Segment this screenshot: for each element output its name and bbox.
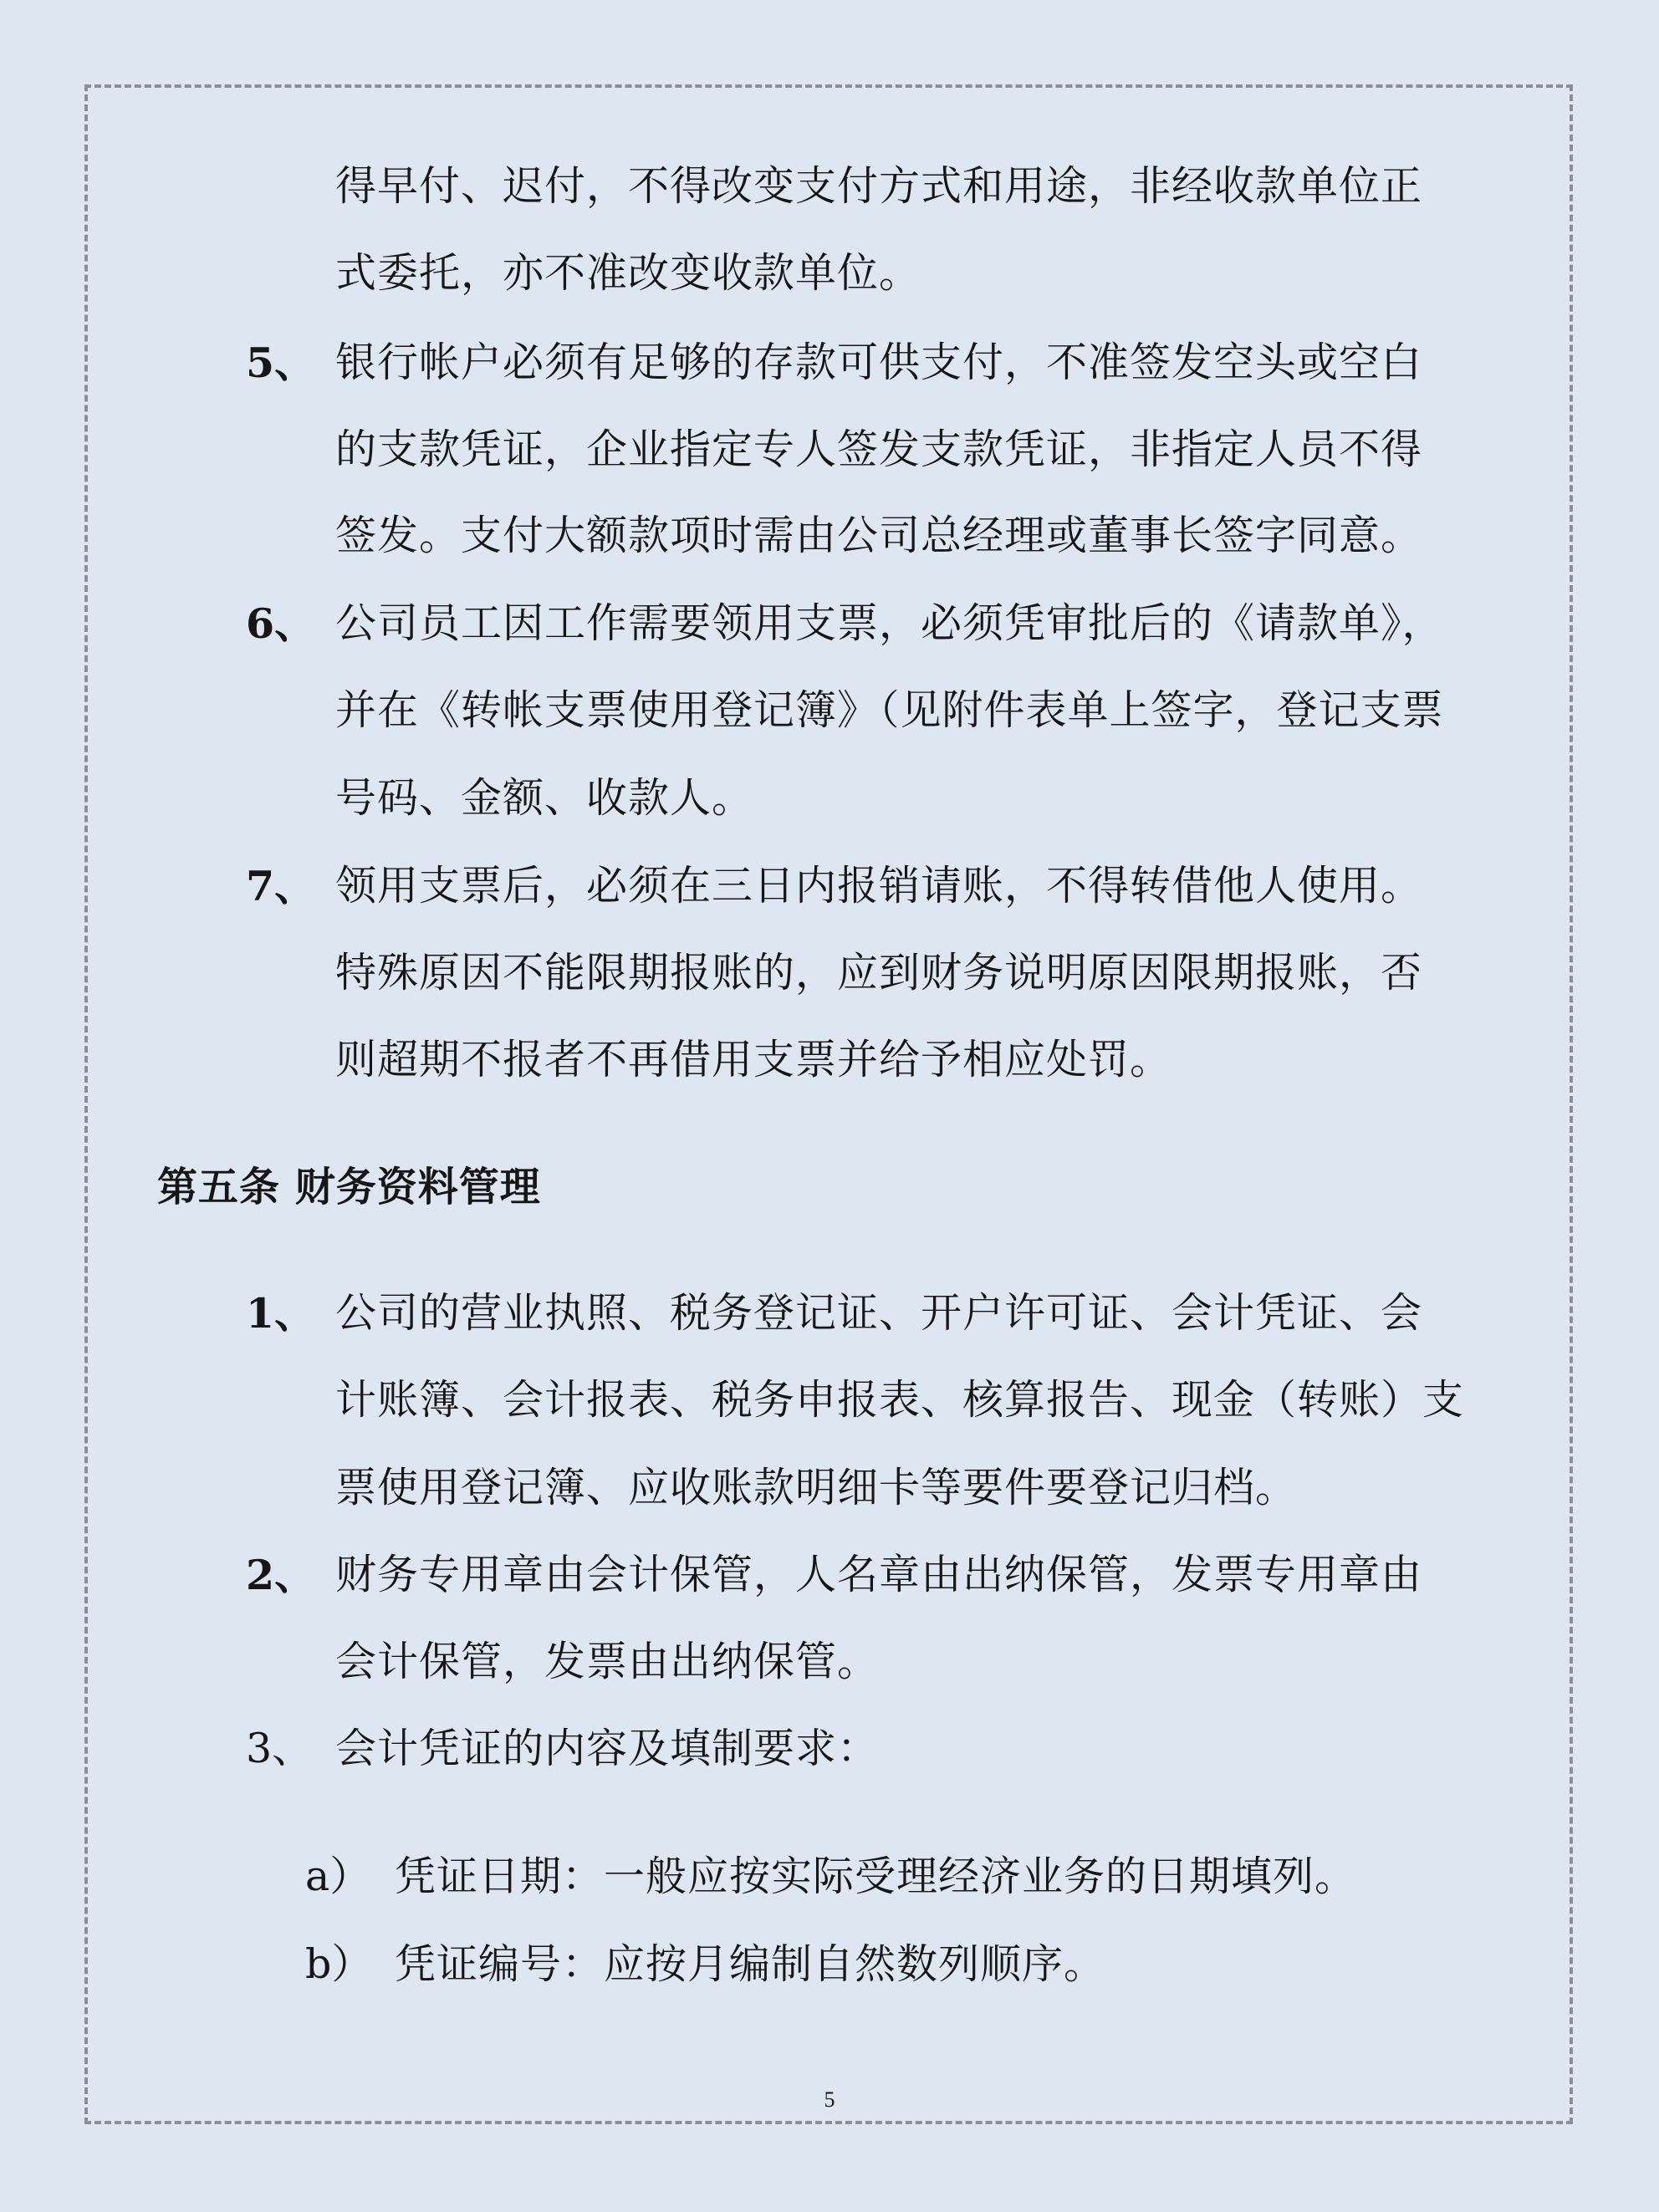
page-number: 5	[824, 2087, 835, 2112]
list-item-number: 3、	[246, 1725, 314, 1772]
list-item-number: 2、	[246, 1551, 316, 1599]
paragraph-line: 领用支票后，必须在三日内报销请账，不得转借他人使用。	[335, 862, 1423, 910]
paragraph-line: 会计保管，发票由出纳保管。	[335, 1638, 880, 1685]
paragraph-line: 号码、金额、收款人。	[335, 774, 754, 822]
paragraph-line: 式委托，亦不准改变收款单位。	[335, 249, 921, 297]
paragraph-line: 则超期不报者不再借用支票并给予相应处罚。	[335, 1036, 1172, 1083]
paragraph-line: 特殊原因不能限期报账的，应到财务说明原因限期报账，否	[335, 949, 1423, 996]
paragraph-line: 公司的营业执照、税务登记证、开户许可证、会计凭证、会	[335, 1289, 1423, 1337]
paragraph-line: 计账簿、会计报表、税务申报表、核算报告、现金（转账）支	[335, 1376, 1465, 1424]
paragraph-line: 签发。支付大额款项时需由公司总经理或董事长签字同意。	[335, 512, 1423, 559]
sub-item-text: 凭证日期：一般应按实际受理经济业务的日期填列。	[395, 1853, 1357, 1900]
sub-item-text: 凭证编号：应按月编制自然数列顺序。	[395, 1940, 1106, 1988]
paragraph-line: 并在《转帐支票使用登记簿》（见附件表单上签字，登记支票	[335, 686, 1444, 734]
paragraph-line: 会计凭证的内容及填制要求：	[335, 1725, 880, 1772]
paragraph-line: 的支款凭证，企业指定专人签发支款凭证，非指定人员不得	[335, 426, 1423, 473]
paragraph-line: 公司员工因工作需要领用支票，必须凭审批后的《请款单》，	[335, 599, 1444, 647]
sub-item-label: b）	[305, 1940, 373, 1988]
list-item-number: 5、	[246, 339, 316, 387]
page-border	[84, 84, 1573, 2124]
list-item-number: 6、	[246, 599, 316, 648]
paragraph-line: 得早付、迟付，不得改变支付方式和用途，非经收款单位正	[335, 162, 1423, 210]
paragraph-line: 票使用登记簿、应收账款明细卡等要件要登记归档。	[335, 1464, 1298, 1511]
list-item-number: 1、	[246, 1289, 316, 1338]
sub-item-label: a）	[305, 1853, 371, 1900]
paragraph-line: 财务专用章由会计保管，人名章由出纳保管，发票专用章由	[335, 1551, 1423, 1598]
section-heading: 第五条 财务资料管理	[157, 1164, 541, 1210]
paragraph-line: 银行帐户必须有足够的存款可供支付，不准签发空头或空白	[335, 339, 1423, 386]
list-item-number: 7、	[246, 862, 316, 910]
